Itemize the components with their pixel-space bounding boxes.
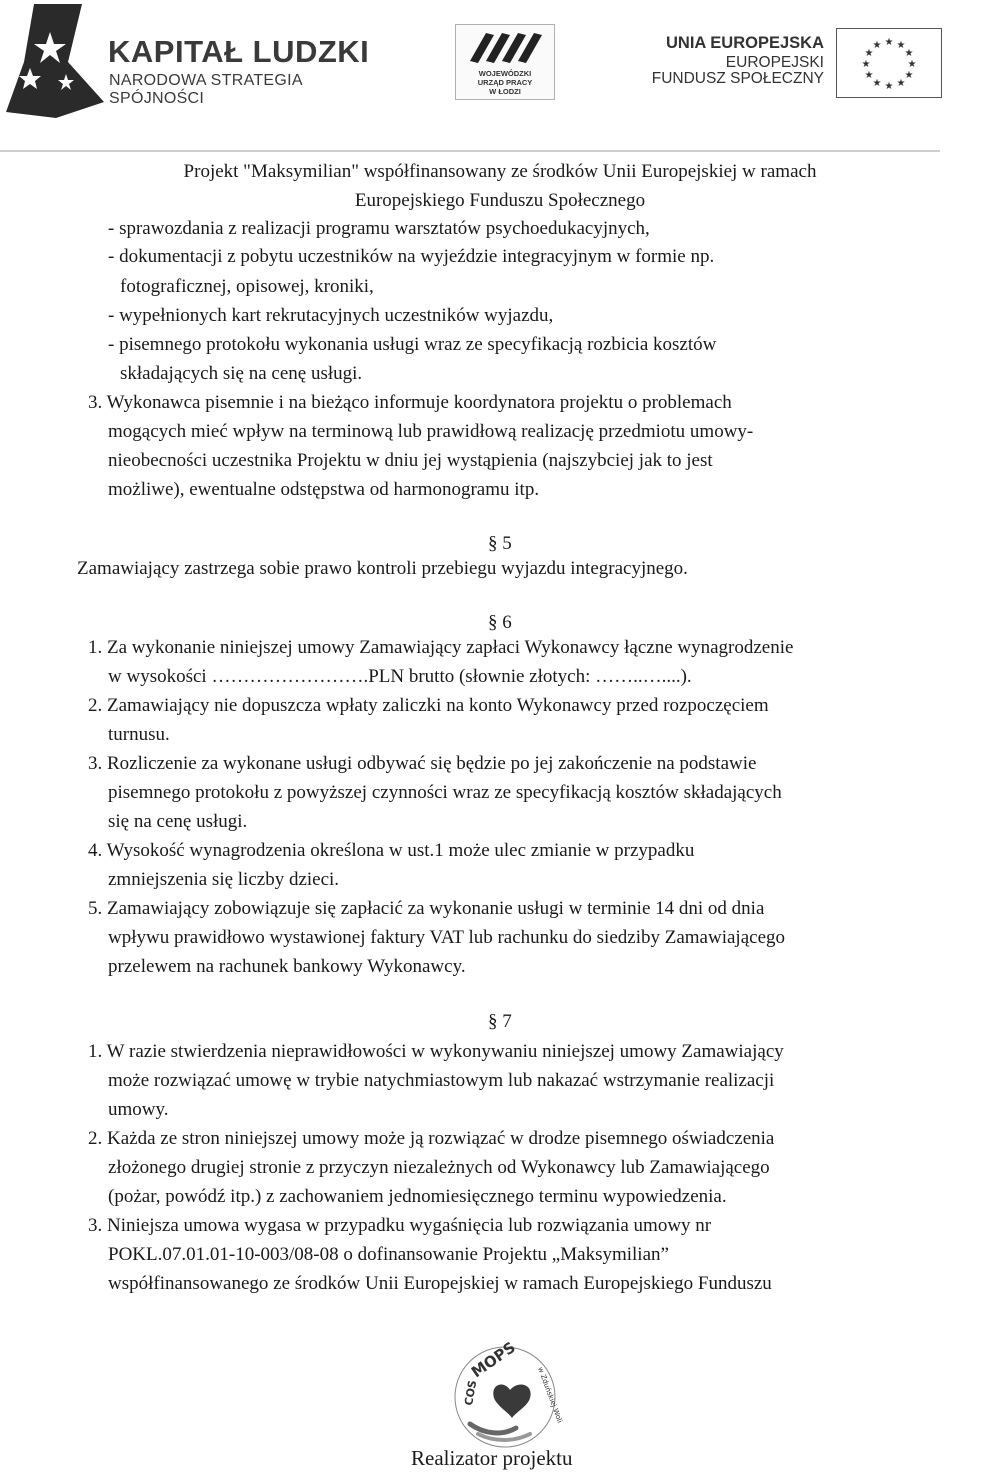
section-heading: § 6	[488, 612, 512, 633]
text-line: w wysokości …………………….PLN brutto (słownie złotych: ……..…....).	[108, 666, 692, 687]
text-line: składających się na cenę usługi.	[120, 363, 363, 384]
text-line: umowy.	[108, 1099, 169, 1120]
ue-efs-logo	[651, 28, 950, 98]
ue-line1: UNIA EUROPEJSKA	[666, 34, 824, 52]
mops-logo-icon	[450, 1338, 564, 1452]
svg-text:★: ★	[884, 37, 894, 48]
wup-line2: URZĄD PRACY	[477, 78, 533, 87]
section-heading: § 7	[488, 1011, 512, 1032]
kapital-ludzki-emblem-icon	[4, 2, 104, 120]
text-line: 3. Rozliczenie za wykonane usługi odbywać się będzie po jej zakończenie na podstawie	[88, 753, 757, 774]
section-heading: § 5	[488, 533, 512, 554]
text-line: nieobecności uczestnika Projektu w dniu jej wystąpienia (najszybciej jak to jest	[108, 450, 713, 471]
text-line: 1. W razie stwierdzenia nieprawidłowości w wykonywaniu niniejszej umowy Zamawiający	[88, 1041, 784, 1062]
svg-text:★: ★	[904, 70, 914, 81]
text-line: złożonego drugiej stronie z przyczyn niezależnych od Wykonawcy lub Zamawiającego	[108, 1157, 770, 1178]
doc-header-line2: Europejskiego Funduszu Społecznego	[354, 190, 646, 211]
wup-line3: W ŁODZI	[489, 87, 521, 96]
eu-flag-icon	[836, 28, 942, 98]
text-line: wpływu prawidłowo wystawionej faktury VAT lub rachunku do siedziby Zamawiającego	[108, 927, 785, 948]
wup-emblem-icon	[456, 25, 554, 69]
svg-text:★: ★	[884, 81, 894, 92]
text-line: Zamawiający zastrzega sobie prawo kontroli przebiegu wyjazdu integracyjnego.	[77, 558, 688, 579]
ue-line3: FUNDUSZ SPOŁECZNY	[651, 70, 824, 87]
text-line: 1. Za wykonanie niniejszej umowy Zamawiający zapłaci Wykonawcy łączne wynagrodzenie	[88, 637, 794, 658]
footer-realizator: Realizator projektu	[411, 1446, 573, 1470]
page-header	[0, 0, 960, 150]
text-line: 2. Zamawiający nie dopuszcza wpłaty zaliczki na konto Wykonawcy przed rozpoczęciem	[88, 695, 769, 716]
svg-text:★: ★	[904, 48, 914, 59]
kapital-ludzki-logo	[4, 2, 384, 122]
text-line: przelewem na rachunek bankowy Wykonawcy.	[108, 956, 466, 977]
text-line: 4. Wysokość wynagrodzenia określona w ust.1 może ulec zmianie w przypadku	[88, 840, 695, 861]
svg-text:★: ★	[872, 40, 882, 51]
text-line: 5. Zamawiający zobowiązuje się zapłacić za wykonanie usługi w terminie 14 dni od dnia	[88, 898, 765, 919]
svg-text:★: ★	[907, 59, 917, 70]
text-line: fotograficznej, opisowej, kroniki,	[120, 276, 374, 297]
text-line: 2. Każda ze stron niniejszej umowy może ją rozwiązać w drodze pisemnego oświadczenia	[88, 1128, 775, 1149]
svg-text:★: ★	[864, 70, 874, 81]
text-line: 3. Wykonawca pisemnie i na bieżąco informuje koordynatora projektu o problemach	[88, 392, 732, 413]
svg-text:★: ★	[861, 59, 871, 70]
svg-text:★: ★	[872, 78, 882, 89]
svg-text:★: ★	[864, 48, 874, 59]
text-line: - sprawozdania z realizacji programu warsztatów psychoedukacyjnych,	[108, 218, 650, 239]
kapital-ludzki-title: KAPITAŁ LUDZKI	[108, 34, 370, 69]
text-line: mogących mieć wpływ na terminową lub prawidłową realizację przedmiotu umowy-	[108, 421, 754, 442]
text-line: zmniejszenia się liczby dzieci.	[108, 869, 340, 890]
text-line: pisemnego protokołu z powyższej czynności wraz ze specyfikacją kosztów składających	[108, 782, 782, 803]
text-line: - dokumentacji z pobytu uczestników na wyjeździe integracyjnym w formie np.	[108, 246, 715, 267]
mops-logo-ring-text: w Zduńskiej Woli	[536, 1365, 564, 1425]
doc-header-line1: Projekt "Maksymilian" współfinansowany ze środków Unii Europejskiej w ramach	[183, 161, 817, 182]
text-line: może rozwiązać umowę w trybie natychmiastowym lub nakazać wstrzymanie realizacji	[108, 1070, 775, 1091]
mops-logo-line2: COS	[462, 1379, 480, 1407]
wup-line1: WOJEWÓDZKI	[478, 69, 532, 78]
page-footer	[0, 1330, 960, 1473]
text-line: - wypełnionych kart rekrutacyjnych uczestników wyjazdu,	[108, 305, 554, 326]
text-line: turnusu.	[108, 724, 170, 745]
text-line: 3. Niniejsza umowa wygasa w przypadku wygaśnięcia lub rozwiązania umowy nr	[88, 1215, 712, 1236]
wup-lodz-logo	[455, 24, 555, 100]
svg-text:★: ★	[896, 40, 906, 51]
kapital-ludzki-subtitle: NARODOWA STRATEGIA SPÓJNOŚCI	[109, 72, 302, 107]
text-line: POKL.07.01.01-10-003/08-08 o dofinansowanie Projektu „Maksymilian”	[108, 1244, 669, 1265]
mops-logo-line1: MOPS	[467, 1338, 519, 1382]
text-line: się na cenę usługi.	[108, 811, 248, 832]
text-line: - pisemnego protokołu wykonania usługi wraz ze specyfikacją rozbicia kosztów	[108, 334, 717, 355]
svg-text:★: ★	[896, 78, 906, 89]
text-line: (pożar, powódź itp.) z zachowaniem jednomiesięcznego terminu wypowiedzenia.	[108, 1186, 727, 1207]
text-line: współfinansowanego ze środków Unii Europejskiej w ramach Europejskiego Funduszu	[108, 1273, 772, 1294]
ue-line2: EUROPEJSKI	[725, 54, 824, 71]
header-divider	[0, 150, 940, 152]
text-line: możliwe), ewentualne odstępstwa od harmonogramu itp.	[108, 479, 540, 500]
